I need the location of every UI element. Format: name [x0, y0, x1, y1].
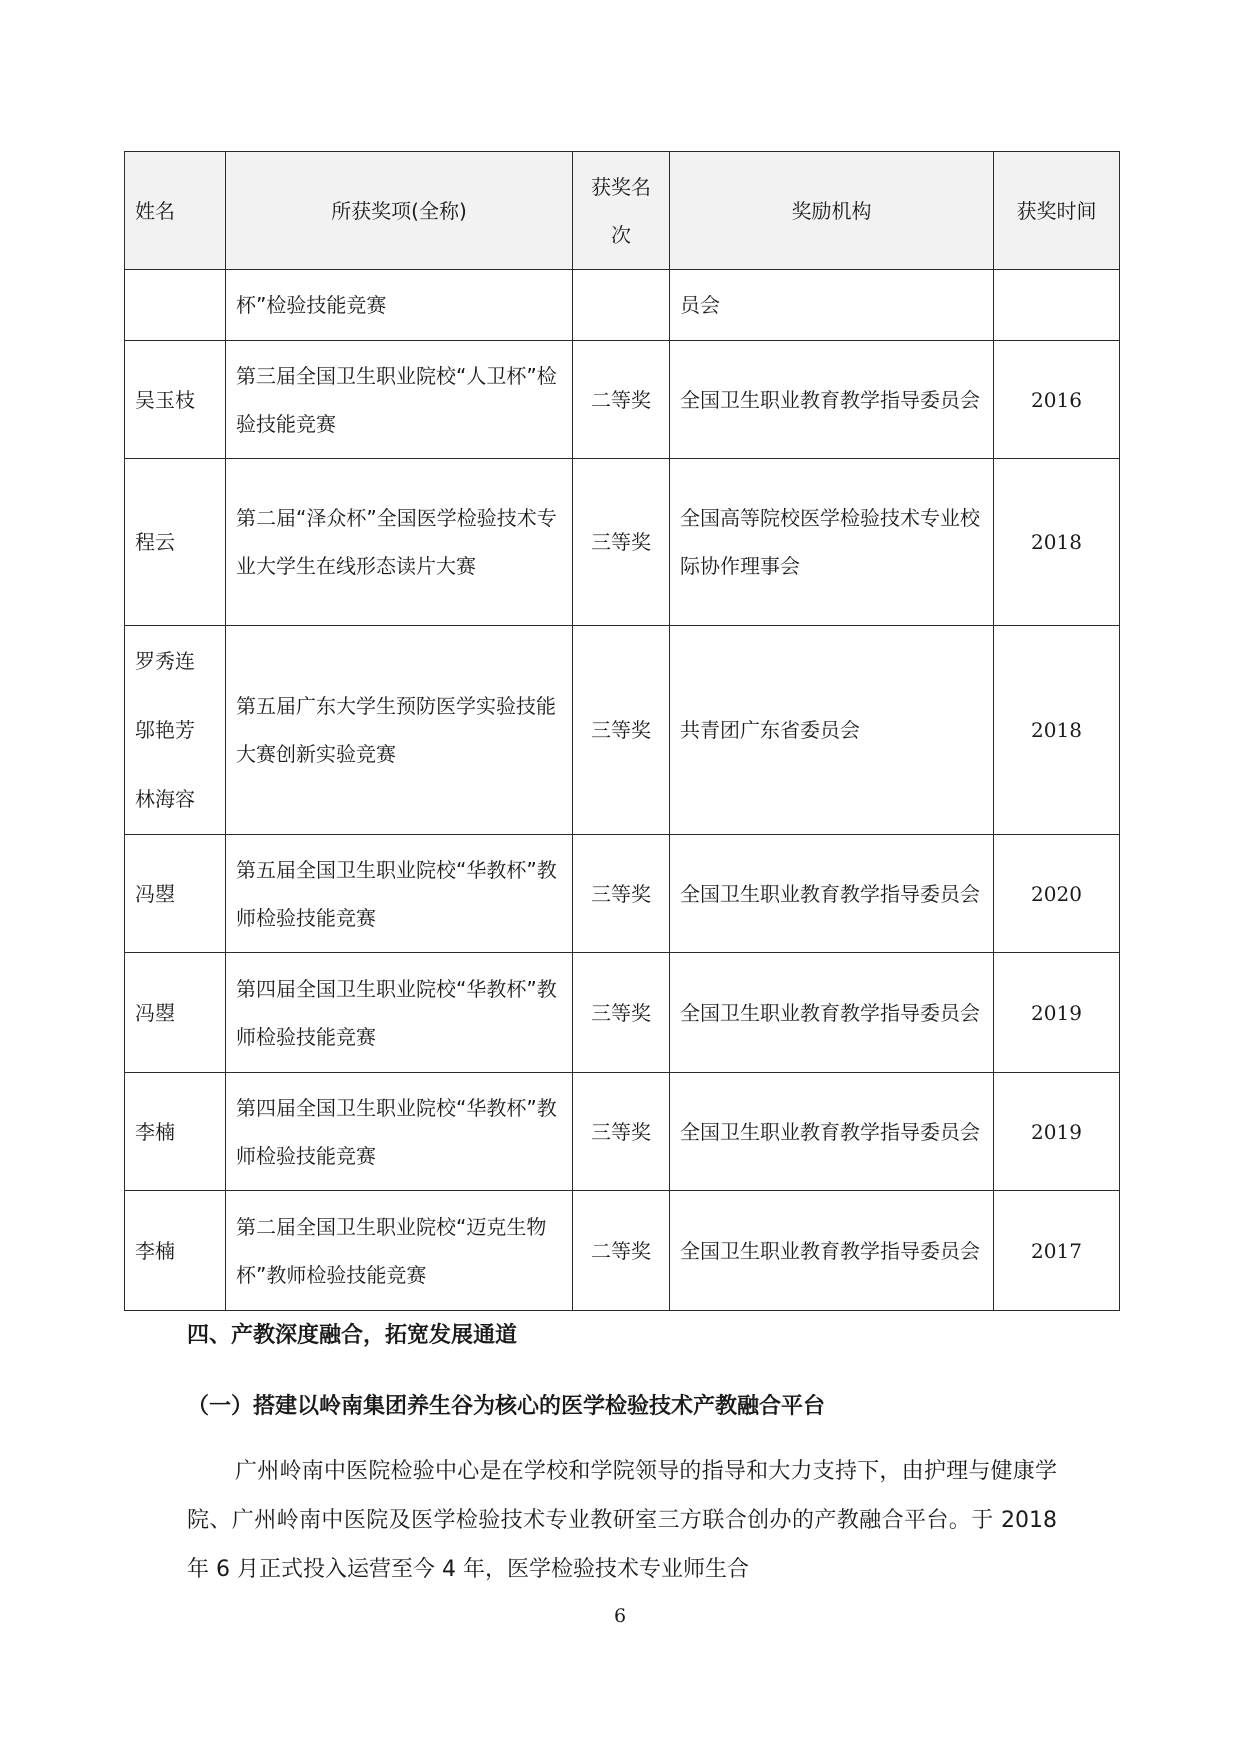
table-row: [125, 270, 1120, 341]
cell-name: 李楠: [125, 1073, 226, 1191]
cell-rank: 三等奖: [573, 1073, 670, 1191]
cell-names: [125, 626, 226, 835]
cell-award: 杯”检验技能竞赛: [226, 270, 573, 341]
cell-name: 冯曌: [125, 835, 226, 953]
cell-year: 2020: [994, 835, 1120, 953]
awards-table: [124, 151, 1120, 1311]
cell-rank: 二等奖: [573, 341, 670, 459]
cell-year: 2019: [994, 953, 1120, 1073]
cell-rank: 三等奖: [573, 626, 670, 835]
cell-award: 第五届全国卫生职业院校“华教杯”教师检验技能竞赛: [226, 835, 573, 953]
cell-year: 2019: [994, 1073, 1120, 1191]
header-rank: 获奖名次: [573, 152, 670, 270]
page-number: 6: [613, 1605, 627, 1627]
cell-org: 全国高等院校医学检验技术专业校际协作理事会: [670, 459, 994, 626]
cell-year: 2018: [994, 459, 1120, 626]
table-row: [125, 953, 1120, 1073]
table-row: [125, 1191, 1120, 1311]
cell-year: 2017: [994, 1191, 1120, 1311]
cell-rank: [573, 270, 670, 341]
cell-name: 冯曌: [125, 953, 226, 1073]
cell-name: 程云: [125, 459, 226, 626]
cell-award: 第四届全国卫生职业院校“华教杯”教师检验技能竞赛: [226, 1073, 573, 1191]
header-award: 所获奖项(全称): [226, 152, 573, 270]
cell-rank: 三等奖: [573, 953, 670, 1073]
header-year: 获奖时间: [994, 152, 1120, 270]
cell-org: 全国卫生职业教育教学指导委员会: [670, 835, 994, 953]
cell-award: 第三届全国卫生职业院校“人卫杯”检验技能竞赛: [226, 341, 573, 459]
cell-rank: 三等奖: [573, 459, 670, 626]
cell-year: 2018: [994, 626, 1120, 835]
cell-year: 2016: [994, 341, 1120, 459]
header-name: 姓名: [125, 152, 226, 270]
cell-name-2: 邬艳芳: [135, 717, 195, 742]
cell-award: 第二届全国卫生职业院校“迈克生物杯”教师检验技能竞赛: [226, 1191, 573, 1311]
cell-org: 共青团广东省委员会: [670, 626, 994, 835]
cell-award: 第五届广东大学生预防医学实验技能大赛创新实验竞赛: [226, 626, 573, 835]
header-row: [125, 152, 1120, 270]
cell-org: 全国卫生职业教育教学指导委员会: [670, 953, 994, 1073]
cell-award: 第二届“泽众杯”全国医学检验技术专业大学生在线形态读片大赛: [226, 459, 573, 626]
cell-name-3: 林海容: [135, 786, 195, 811]
cell-rank: 二等奖: [573, 1191, 670, 1311]
cell-award: 第四届全国卫生职业院校“华教杯”教师检验技能竞赛: [226, 953, 573, 1073]
cell-name: 吴玉枝: [125, 341, 226, 459]
cell-year: [994, 270, 1120, 341]
cell-name: [125, 270, 226, 341]
cell-rank: 三等奖: [573, 835, 670, 953]
body-paragraph: 广州岭南中医院检验中心是在学校和学院领导的指导和大力支持下，由护理与健康学院、广州岭南中医院及医学检验技术专业教研室三方联合创办的产教融合平台。于 2018 年 6 月正式投入运营至今 4 年，医学检验技术专业师生合: [187, 1459, 1057, 1582]
cell-org: 全国卫生职业教育教学指导委员会: [670, 1191, 994, 1311]
table-row: [125, 341, 1120, 459]
table-row: [125, 1073, 1120, 1191]
subsection-heading: （一）搭建以岭南集团养生谷为核心的医学检验技术产教融合平台: [187, 1394, 826, 1419]
cell-org: 员会: [670, 270, 994, 341]
cell-org: 全国卫生职业教育教学指导委员会: [670, 341, 994, 459]
table-row: [125, 459, 1120, 626]
table-row: [125, 626, 1120, 835]
header-org: 奖励机构: [670, 152, 994, 270]
table-row: [125, 835, 1120, 953]
cell-name: 李楠: [125, 1191, 226, 1311]
section-heading: 四、产教深度融合，拓宽发展通道: [187, 1323, 518, 1348]
cell-name-1: 罗秀连: [135, 648, 195, 673]
cell-org: 全国卫生职业教育教学指导委员会: [670, 1073, 994, 1191]
